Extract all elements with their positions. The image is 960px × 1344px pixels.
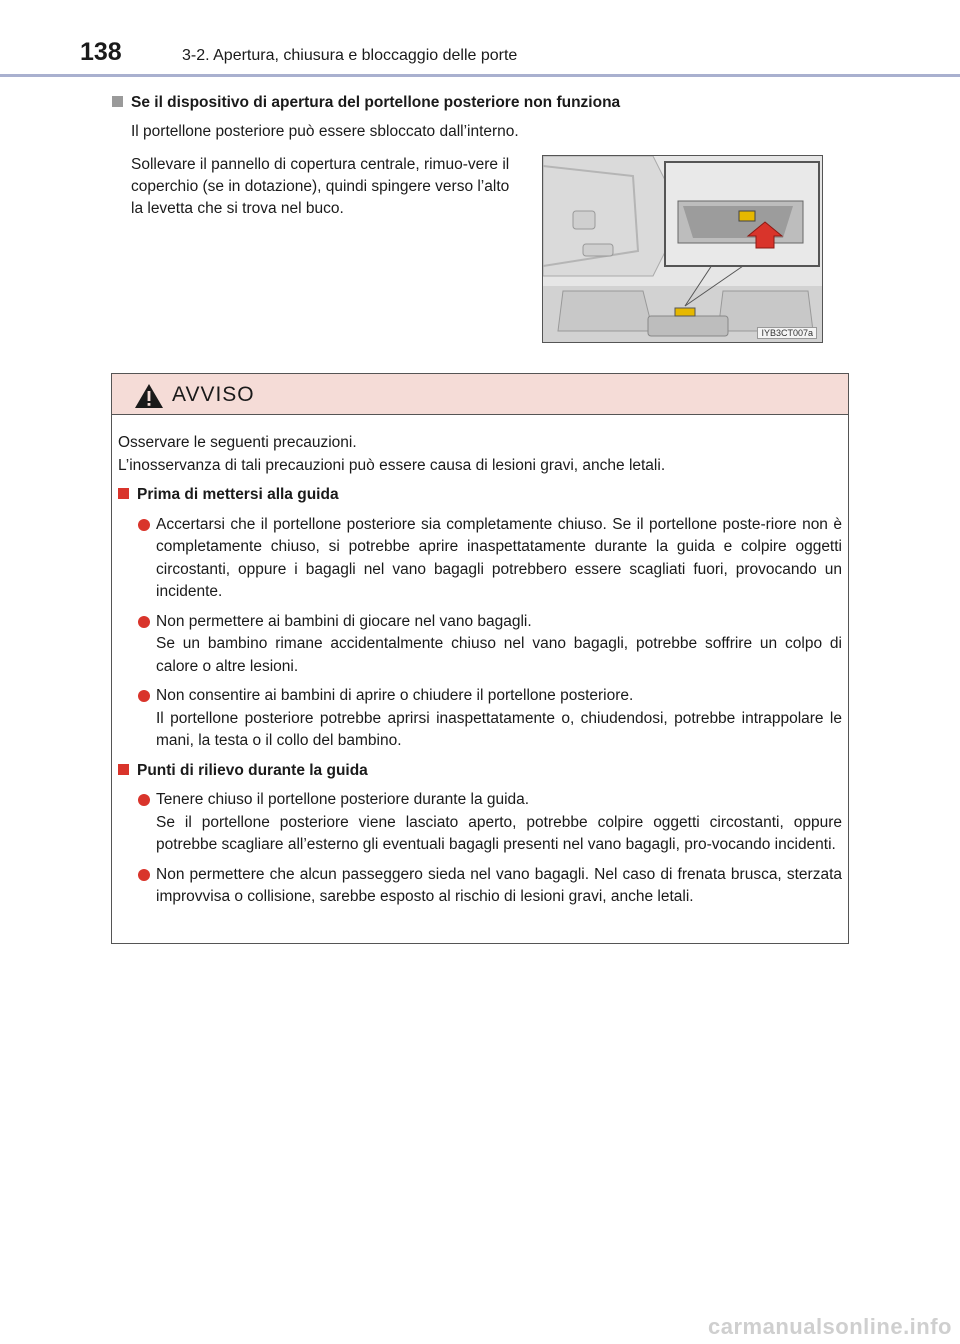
chapter-title: 3-2. Apertura, chiusura e bloccaggio delle porte (182, 47, 518, 64)
warning-bullet-text: Se il portellone posteriore viene lasciato aperto, potrebbe colpire oggetti circostanti, oppure potrebbe scagliare all’esterno gli eventuali bagagli presenti nel vano bagagli, pro-vocando incidenti. (156, 813, 842, 853)
tailgate-illustration (542, 155, 823, 343)
warning-intro-line: L’inosservanza di tali precauzioni può essere causa di lesioni gravi, anche letali. (118, 456, 666, 474)
header-divider (0, 74, 960, 77)
warning-header (112, 374, 848, 415)
bullet-dot-icon (138, 690, 150, 702)
bullet-dot-icon (138, 519, 150, 531)
section-heading (112, 94, 620, 112)
warning-bullet-text: Accertarsi che il portellone posteriore sia completamente chiuso. Se il portellone poste-riore non è completamente chiuso, si potrebbe aprire inaspettatamente durante la guida e colpire oggetti circostanti, oppure i bagagli nel vano bagagli potrebbero essere scagliati fuori, provocando un incidente. (156, 515, 842, 600)
tailgate-illustration-drawing (543, 156, 822, 342)
warning-subheading-text: Punti di rilievo durante la guida (137, 761, 368, 779)
warning-bullet-text: Non permettere che alcun passeggero sieda nel vano bagagli. Nel caso di frenata brusca, sterzata improvvisa o collisione, sarebbe esposto al rischio di lesioni gravi, anche letali. (156, 865, 842, 905)
warning-title: AVVISO (172, 383, 255, 406)
warning-body (118, 432, 842, 909)
square-bullet-icon (118, 488, 129, 499)
section-intro: Il portellone posteriore può essere sbloccato dall’interno. (131, 123, 519, 140)
bullet-dot-icon (138, 869, 150, 881)
warning-subheading (118, 760, 842, 783)
warning-bullet (118, 514, 842, 604)
square-bullet-icon (118, 764, 129, 775)
site-watermark: carmanualsonline.info (708, 1314, 952, 1339)
warning-bullet (118, 864, 842, 909)
figure-code-label: IYB3CT007a (757, 327, 817, 339)
page-header (0, 0, 960, 80)
warning-bullet (118, 685, 842, 753)
warning-triangle-icon (134, 383, 164, 409)
warning-box (111, 373, 849, 944)
warning-bullet-text: Tenere chiuso il portellone posteriore durante la guida. (156, 791, 530, 808)
warning-bullet (118, 789, 842, 857)
square-bullet-icon (112, 96, 123, 107)
warning-bullet-text: Il portellone posteriore potrebbe aprirsi inaspettatamente o, chiudendosi, potrebbe intrappolare le mani, la testa o il collo del bambino. (156, 709, 842, 749)
section-instruction: Sollevare il pannello di copertura centrale, rimuo-vere il coperchio (se in dotazione), quindi spingere verso l’alto la levetta che si trova nel buco. (131, 156, 510, 217)
bullet-dot-icon (138, 616, 150, 628)
warning-bullet-text: Se un bambino rimane accidentalmente chiuso nel vano bagagli, potrebbe soffrire un colpo di calore o altre lesioni. (156, 635, 842, 675)
bullet-dot-icon (138, 794, 150, 806)
warning-bullet-text: Non consentire ai bambini di aprire o chiudere il portellone posteriore. (156, 687, 634, 704)
page-number: 138 (80, 38, 122, 66)
warning-bullet-text: Non permettere ai bambini di giocare nel vano bagagli. (156, 612, 532, 630)
warning-intro-line: Osservare le seguenti precauzioni. (118, 434, 357, 451)
warning-subheading (118, 484, 842, 507)
section-heading-text: Se il dispositivo di apertura del portellone posteriore non funziona (131, 94, 621, 111)
warning-subheading-text: Prima di mettersi alla guida (137, 486, 339, 503)
warning-bullet (118, 611, 842, 679)
